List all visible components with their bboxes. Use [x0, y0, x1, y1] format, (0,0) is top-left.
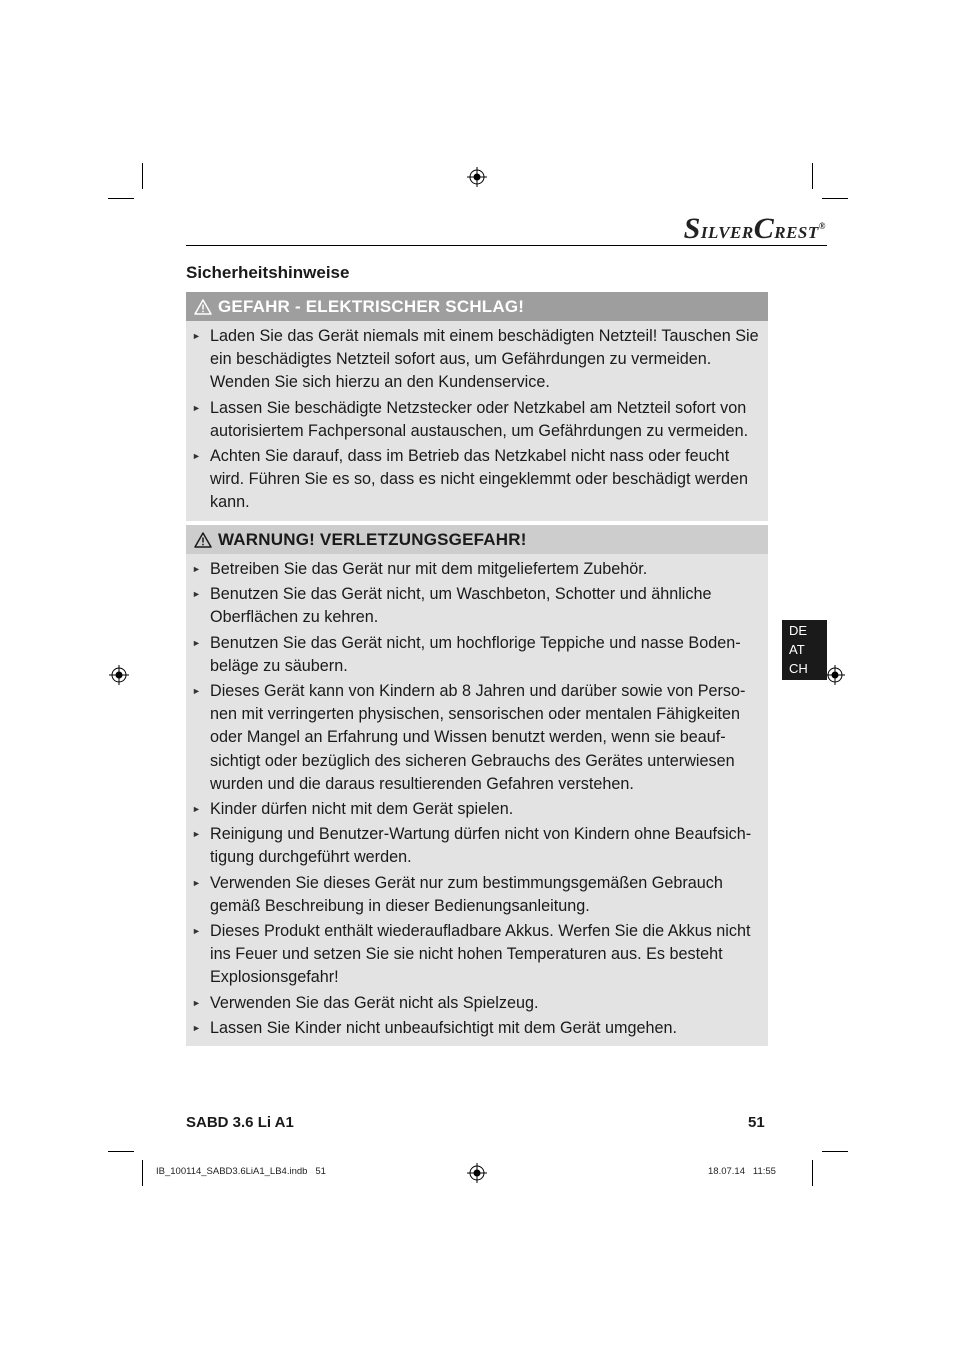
- list-item: [192, 1017, 760, 1040]
- list-item: [192, 583, 760, 629]
- list-item: [192, 798, 760, 821]
- warning-header: [186, 292, 768, 321]
- list-item: [192, 632, 760, 678]
- list-item-text: Verwenden Sie dieses Gerät nur zum bestimmungsgemäßen Gebrauch gemäß Beschreibung in dieser Bedienungsanleitung.: [210, 873, 723, 915]
- crop-mark: [108, 1151, 134, 1152]
- bullet-arrow-icon: ►: [192, 451, 201, 462]
- crop-mark: [108, 198, 134, 199]
- list-item: [192, 445, 760, 515]
- bullet-arrow-icon: ►: [192, 1022, 201, 1033]
- bullet-arrow-icon: ►: [192, 402, 201, 413]
- list-item: [192, 325, 760, 395]
- list-item-text: Dieses Produkt enthält wiederaufladbare Akkus. Werfen Sie die Akkus nicht ins Feuer und setzen Sie sie nicht hohen Temperaturen aus. Es besteht Explosionsgefahr!: [210, 922, 751, 987]
- registration-mark-icon: [467, 1163, 487, 1183]
- list-item-text: Achten Sie darauf, dass im Betrieb das Netzkabel nicht nass oder feucht wird. Führen Sie es so, dass es nicht eingeklemmt oder beschädigt werden kann.: [210, 447, 749, 512]
- list-item-text: Betreiben Sie das Gerät nur mit dem mitgeliefertem Zubehör.: [210, 560, 648, 578]
- crop-mark: [142, 163, 143, 189]
- footer-model: SABD 3.6 Li A1: [186, 1114, 294, 1131]
- list-item-text: Benutzen Sie das Gerät nicht, um hochflorige Teppiche und nasse Bodenbeläge zu säubern.: [210, 633, 741, 675]
- header-rule: [186, 245, 827, 246]
- list-item-text: Reinigung und Benutzer-Wartung dürfen nicht von Kindern ohne Beaufsichtigung durchgeführt werden.: [210, 825, 752, 867]
- registration-mark-icon: [109, 665, 129, 685]
- language-code: CH: [789, 661, 808, 676]
- language-tab: [782, 620, 827, 680]
- list-item-text: Kinder dürfen nicht mit dem Gerät spielen.: [210, 800, 514, 819]
- crop-mark: [812, 1160, 813, 1186]
- crop-mark: [812, 163, 813, 189]
- print-slug-file: IB_100114_SABD3.6LiA1_LB4.indb 51: [156, 1166, 326, 1177]
- brand-logo: [684, 212, 826, 246]
- bullet-arrow-icon: ►: [192, 804, 201, 815]
- warning-header: [186, 525, 768, 554]
- bullet-arrow-icon: ►: [192, 564, 201, 574]
- warning-triangle-icon: [194, 299, 212, 315]
- logo-text: ilver: [700, 218, 754, 244]
- bullet-arrow-icon: ►: [192, 637, 201, 648]
- page-number: 51: [748, 1114, 765, 1131]
- list-item: [192, 920, 760, 990]
- list-item-text: Lassen Sie beschädigte Netzstecker oder Netzkabel am Netzteil sofort von autorisiertem Fachpersonal austauschen, um Gefährdungen zu vermeiden.: [210, 398, 749, 440]
- bullet-arrow-icon: ►: [192, 926, 201, 937]
- registration-mark-icon: [825, 665, 845, 685]
- list-item: [192, 558, 760, 581]
- crop-mark: [822, 198, 848, 199]
- warning-box-injury: [186, 525, 768, 1046]
- bullet-arrow-icon: ►: [192, 331, 201, 341]
- list-item-text: Dieses Gerät kann von Kindern ab 8 Jahren und darüber sowie von Personen mit verringerten physischen, sensorischen oder mentalen Fähigkeiten oder Mangel an Erfahrung und Wissen benutzt werden, wenn sie beaufsichtigt oder bezüglich des sicheren Gebrauchs des Gerätes unterwiesen wurden und die daraus resultierenden Gefahren verstehen.: [210, 682, 746, 793]
- bullet-arrow-icon: ►: [192, 589, 201, 600]
- crop-mark: [822, 1151, 848, 1152]
- list-item: [192, 872, 760, 918]
- list-item: [192, 680, 760, 796]
- language-code: DE: [789, 623, 808, 638]
- list-item-text: Lassen Sie Kinder nicht unbeaufsichtigt mit dem Gerät umgehen.: [210, 1018, 678, 1037]
- warning-title: GEFAHR - ELEKTRISCHER SCHLAG!: [218, 296, 525, 316]
- registered-mark: ®: [818, 221, 826, 231]
- warning-list: [186, 321, 768, 521]
- list-item: [192, 397, 760, 443]
- bullet-arrow-icon: ►: [192, 877, 201, 888]
- language-code: AT: [789, 642, 805, 657]
- warning-list: [186, 554, 768, 1046]
- print-slug-date: 18.07.14 11:55: [708, 1166, 776, 1177]
- bullet-arrow-icon: ►: [192, 686, 201, 697]
- logo-letter: C: [753, 212, 775, 245]
- bullet-arrow-icon: ►: [192, 829, 201, 840]
- list-item-text: Verwenden Sie das Gerät nicht als Spielzeug.: [210, 993, 539, 1012]
- crop-mark: [142, 1160, 143, 1186]
- list-item-text: Laden Sie das Gerät niemals mit einem beschädigten Netzteil! Tauschen Sie ein beschädigtes Netzteil sofort aus, um Gefährdungen zu vermeiden. Wenden Sie sich hierzu an den Kundenservice.: [210, 327, 759, 392]
- logo-text: rest: [774, 218, 819, 244]
- section-title: Sicherheitshinweise: [186, 263, 350, 282]
- list-item: [192, 823, 760, 869]
- list-item-text: Benutzen Sie das Gerät nicht, um Waschbeton, Schotter und ähnliche Oberflächen zu kehren.: [210, 585, 712, 627]
- logo-letter: S: [683, 212, 701, 245]
- warning-triangle-icon: [194, 532, 212, 548]
- list-item: [192, 992, 760, 1015]
- warning-box-electric: [186, 292, 768, 521]
- registration-mark-icon: [467, 167, 487, 187]
- warning-title: WARNUNG! VERLETZUNGSGEFAHR!: [218, 529, 527, 549]
- bullet-arrow-icon: ►: [192, 997, 201, 1008]
